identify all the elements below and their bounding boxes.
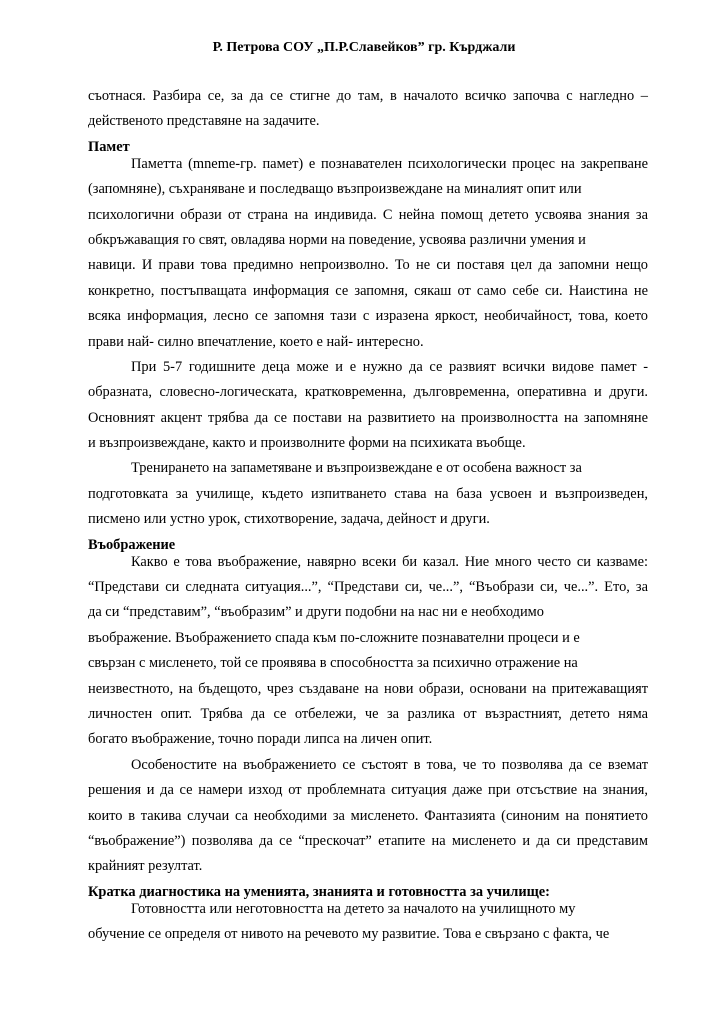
text-line: навици. И прави това предимно непроизволно. То не си поставя цел да запомни нещо bbox=[88, 257, 648, 274]
text-line: психологични образи от страна на индивида. С нейна помощ детето усвоява знания за bbox=[88, 206, 648, 223]
text-line: писмено или устно урок, стихотворение, задача, дейност и други. bbox=[88, 511, 490, 528]
text-line: “Представи си следната ситуация...”, “Представи си, че...”, “Въобрази си, че...”. Ето, за bbox=[88, 579, 648, 596]
text-line: подготовката за училище, където изпитването става на база усвоен и възпроизведен, bbox=[88, 485, 648, 502]
text-line: богато въображение, точно поради липса на личен опит. bbox=[88, 731, 433, 748]
text-line: (запомняне), съхраняване и последващо възпроизвеждане на миналият опит или bbox=[88, 181, 582, 198]
text-line: конкретно, постъпващата информация се запомня, сякаш от само себе си. Наистина не bbox=[88, 282, 648, 299]
text-line: неизвестното, на бъдещото, чрез създаване на нови образи, основани на притежаващият bbox=[88, 680, 648, 697]
text-line: обучение се определя от нивото на речевото му развитие. Това е свързано с факта, че bbox=[88, 926, 610, 943]
paragraph-first-line: Паметта (mneme-гр. памет) е познавателен психологически процес на закрепване bbox=[131, 155, 648, 172]
text-line: решения и да се намери изход от проблемната ситуация даже при отсъствие на знания, bbox=[88, 782, 648, 799]
text-line: въображение. Въображението спада към по-сложните познавателни процеси и е bbox=[88, 629, 580, 646]
paragraph-first-line: Готовността или неготовността на детето за началото на училищното му bbox=[131, 900, 576, 917]
section-heading: Въображение bbox=[88, 536, 176, 553]
paragraph-first-line: Какво е това въображение, навярно всеки би казал. Ние много често си казваме: bbox=[131, 553, 648, 570]
paragraph-first-line: Особеностите на въображението се състоят в това, че то позволява да се вземат bbox=[131, 756, 648, 773]
text-line: личностен опит. Трябва да се отбележи, че за разлика от възрастният, детето няма bbox=[88, 705, 648, 722]
text-line: Основният акцент трябва да се постави на развитието на произволността на запомняне bbox=[88, 409, 648, 426]
text-line: които в такива случаи са необходими за мисленето. Фантазията (синоним на понятието bbox=[88, 807, 648, 824]
text-line: свързан с мисленето, той се проявява в способността за психично отражение на bbox=[88, 655, 578, 672]
paragraph-first-line: Тренирането на запаметяване и възпроизвеждане е от особена важност за bbox=[131, 460, 582, 477]
text-line: крайният резултат. bbox=[88, 858, 203, 875]
text-line: и възпроизвеждане, както и произволните форми на психиката въобще. bbox=[88, 435, 526, 452]
document-body bbox=[88, 88, 648, 952]
text-line: прави най- силно впечатление, което е най- интересно. bbox=[88, 333, 424, 350]
page-header: Р. Петрова СОУ „П.Р.Славейков” гр. Кърджали bbox=[212, 40, 516, 55]
text-line: “въображение”) позволява да се “прескочат” етапите на мисленето и да си представим bbox=[88, 832, 648, 849]
text-line: действеното представяне на задачите. bbox=[88, 113, 320, 130]
text-line: да си “представим”, “въобразим” и други подобни на нас ни е необходимо bbox=[88, 604, 544, 621]
section-heading: Кратка диагностика на уменията, знанията и готовността за училище: bbox=[88, 883, 550, 900]
text-line: обкръжаващия го свят, овладява норми на поведение, усвоява различни умения и bbox=[88, 231, 586, 248]
text-line: съотнася. Разбира се, за да се стигне до там, в началото всичко започва с нагледно – bbox=[88, 88, 648, 104]
paragraph-first-line: При 5-7 годишните деца може и е нужно да се развият всички видове памет - bbox=[131, 358, 648, 375]
text-line: всяка информация, лесно се запомня тази с изразена яркост, необичайност, това, което bbox=[88, 308, 648, 325]
text-line: образната, словесно-логическата, кратковременна, дълговременна, оперативна и други. bbox=[88, 384, 648, 401]
section-heading: Памет bbox=[88, 138, 130, 155]
